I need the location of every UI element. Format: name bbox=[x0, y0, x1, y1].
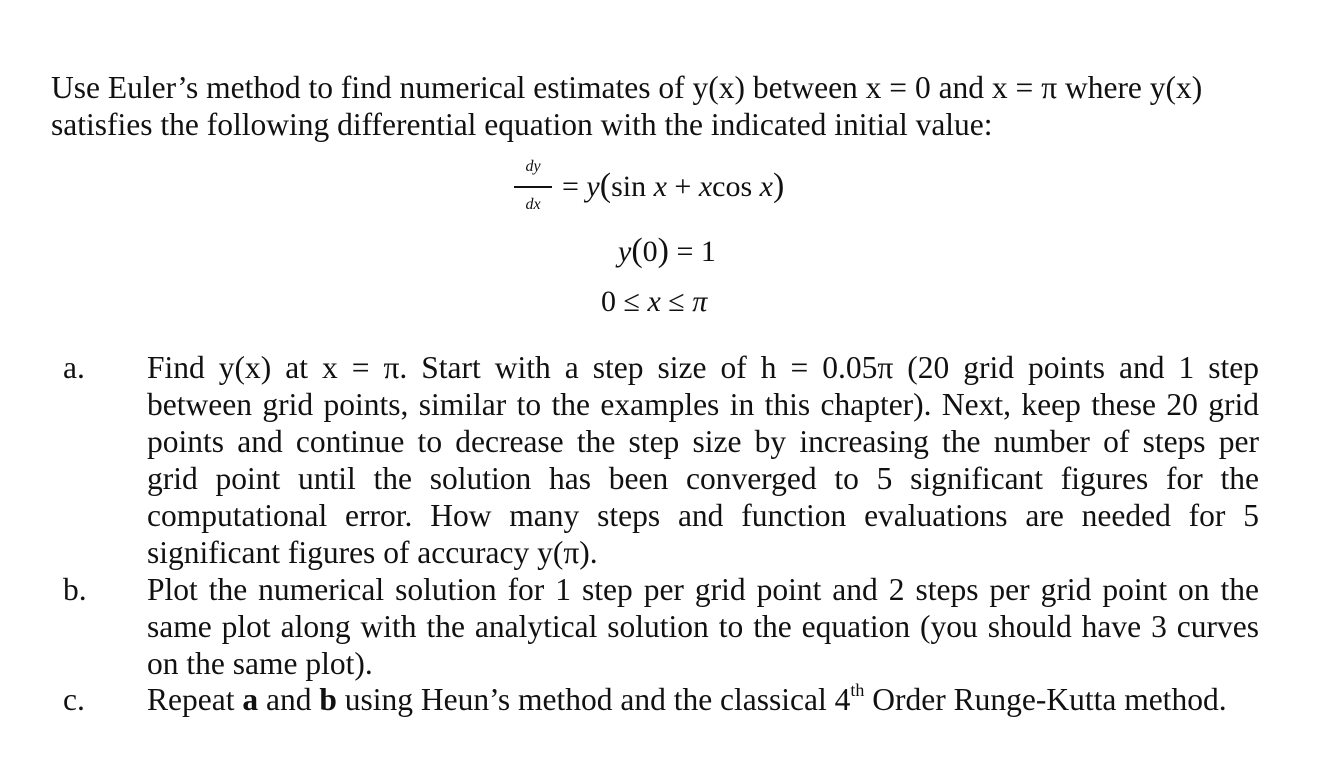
intro-line-1: Use Euler’s method to find numerical estimates of y(x) between x = 0 and x = π where y(x) bbox=[51, 70, 1203, 105]
fraction-denominator: dx bbox=[525, 196, 541, 213]
differential-equation-rhs bbox=[562, 167, 784, 206]
eq3-le: ≤ bbox=[668, 285, 685, 318]
eq2-rest: = 1 bbox=[676, 235, 716, 268]
intro-line-2: satisfies the following differential equation with the indicated initial value: bbox=[51, 107, 993, 142]
item-b-line: Plot the numerical solution for 1 step per grid point and 2 steps per grid point on the bbox=[147, 572, 1259, 607]
eq2-paren-open: ( bbox=[631, 232, 643, 269]
fraction-numerator: dy bbox=[525, 158, 541, 175]
eq2-zero: 0 bbox=[642, 235, 658, 268]
item-c-mid2: using Heun’s method and the classical 4 bbox=[336, 682, 851, 717]
eq1-cos: cos bbox=[712, 170, 753, 203]
eq1-x3: x bbox=[759, 170, 773, 203]
eq1-y: y bbox=[586, 170, 600, 203]
eq3-x: x bbox=[647, 285, 661, 318]
item-a-line: Find y(x) at x = π. Start with a step size of h = 0.05π (20 grid points and 1 step bbox=[147, 350, 1259, 385]
eq1-x1: x bbox=[653, 170, 667, 203]
domain-inequality bbox=[601, 284, 707, 320]
item-c-mid1: and bbox=[258, 682, 320, 717]
item-a-line: significant figures of accuracy y(π). bbox=[147, 535, 598, 570]
item-c-bold-b: b bbox=[319, 682, 337, 717]
list-marker-c: c. bbox=[63, 682, 85, 717]
eq2-y: y bbox=[618, 235, 632, 268]
list-marker-b: b. bbox=[63, 572, 87, 607]
item-c-bold-a: a bbox=[242, 682, 259, 717]
list-marker-a: a. bbox=[63, 350, 85, 385]
item-c-line bbox=[147, 682, 1259, 718]
eq2-paren-close: ) bbox=[657, 232, 669, 269]
item-c-superscript: th bbox=[850, 680, 865, 700]
eq1-x2: x bbox=[698, 170, 713, 203]
item-c-pre: Repeat bbox=[147, 682, 243, 717]
eq3-lhs: 0 ≤ bbox=[601, 285, 640, 318]
item-a-line: grid point until the solution has been converged to 5 significant figures for the bbox=[147, 461, 1259, 496]
eq1-equals: = bbox=[562, 170, 579, 203]
item-a-line: computational error. How many steps and function evaluations are needed for 5 bbox=[147, 498, 1259, 533]
eq1-plus: + bbox=[674, 170, 692, 203]
eq1-sin: sin bbox=[611, 170, 647, 203]
eq1-paren-open: ( bbox=[599, 167, 612, 204]
item-a-line: points and continue to decrease the step size by increasing the number of steps per bbox=[147, 424, 1259, 459]
item-b-line: on the same plot). bbox=[147, 646, 373, 681]
item-b-line: same plot along with the analytical solution to the equation (you should have 3 curves bbox=[147, 609, 1259, 644]
initial-condition bbox=[618, 232, 716, 271]
item-a-line: between grid points, similar to the examples in this chapter). Next, keep these 20 grid bbox=[147, 387, 1259, 422]
item-c-post: Order Runge-Kutta method. bbox=[864, 682, 1227, 717]
eq3-pi: π bbox=[692, 285, 708, 318]
eq1-paren-close: ) bbox=[773, 167, 785, 204]
